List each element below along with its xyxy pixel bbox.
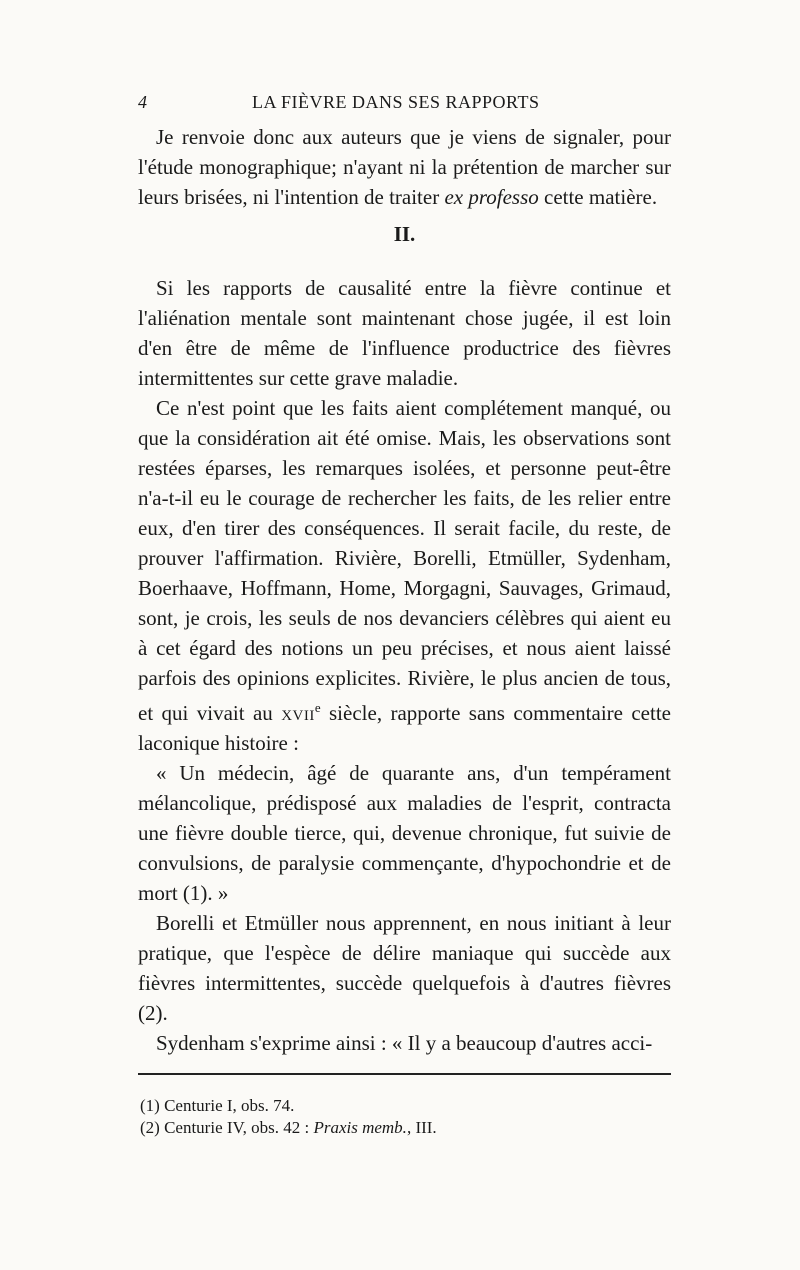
century-numeral: xvii [281, 701, 315, 725]
superscript: e [314, 700, 321, 715]
page-number: 4 [138, 92, 148, 112]
paragraph-3 [138, 393, 671, 758]
paragraph-2: Si les rapports de causalité entre la fièvre continue et l'aliénation mentale sont maintenant chose jugée, il est loin d'en être de même de l'influence productrice des fièvres intermittentes sur cette grave maladie. [138, 276, 671, 390]
italic-phrase: ex professo [444, 185, 539, 209]
book-page [138, 92, 671, 1139]
body-text [138, 122, 671, 1058]
footnote-rule [138, 1073, 671, 1075]
text-run: Ce n'est point que les faits aient complétement manqué, ou que la considération ait été omise. Mais, les observations sont restées éparses, les remarques isolées, et personne peut-être n'a-t-il eu le courage de rechercher les faits, de les relier entre eux, d'en tirer des conséquences. Il serait facile, du reste, de prouver l'affirmation. Rivière, Borelli, Etmüller, Sydenham, Boerhaave, Hoffmann, Home, Morgagni, Sauvages, Grimaud, sont, je crois, les seuls de nos devanciers célèbres qui aient eu à cet égard des notions un peu précises, et nous aient laissé parfois des opinions explicites. Rivière, le plus ancien de tous, et qui vivait au [138, 396, 671, 725]
footnotes [138, 1095, 671, 1139]
text-run: siècle, rapporte sans commentaire cette laconique histoire : [138, 701, 671, 755]
footnote-1: (1) Centurie I, obs. 74. [140, 1096, 295, 1115]
text-run: Je renvoie donc aux auteurs que je viens de signaler, pour l'étude monographique; n'ayant ni la prétention de marcher sur leurs brisées, ni l'intention de traiter [138, 125, 671, 209]
paragraph-quote: « Un médecin, âgé de quarante ans, d'un tempérament mélancolique, prédisposé aux maladies de l'esprit, contracta une fièvre double tierce, qui, devenue chronique, fut suivie de convulsions, de paralysie commençante, d'hypochondrie et de mort (1). » [138, 761, 671, 905]
text-run: cette matière. [538, 185, 658, 209]
footnote-2 [138, 1117, 671, 1139]
text-run: , III. [406, 1118, 437, 1137]
paragraph-6: Sydenham s'exprime ainsi : « Il y a beaucoup d'autres acci- [156, 1031, 653, 1055]
running-title: LA FIÈVRE DANS SES RAPPORTS [252, 92, 540, 112]
paragraph-1 [138, 122, 671, 212]
paragraph-5: Borelli et Etmüller nous apprennent, en nous initiant à leur pratique, que l'espèce de délire maniaque qui succède aux fièvres intermittentes, succède quelquefois à d'autres fièvres (2). [138, 911, 671, 1025]
page-header [138, 92, 671, 116]
section-number: II. [393, 222, 416, 246]
text-run: (2) Centurie IV, obs. 42 : [140, 1118, 314, 1137]
italic-phrase: Praxis memb. [313, 1118, 407, 1137]
